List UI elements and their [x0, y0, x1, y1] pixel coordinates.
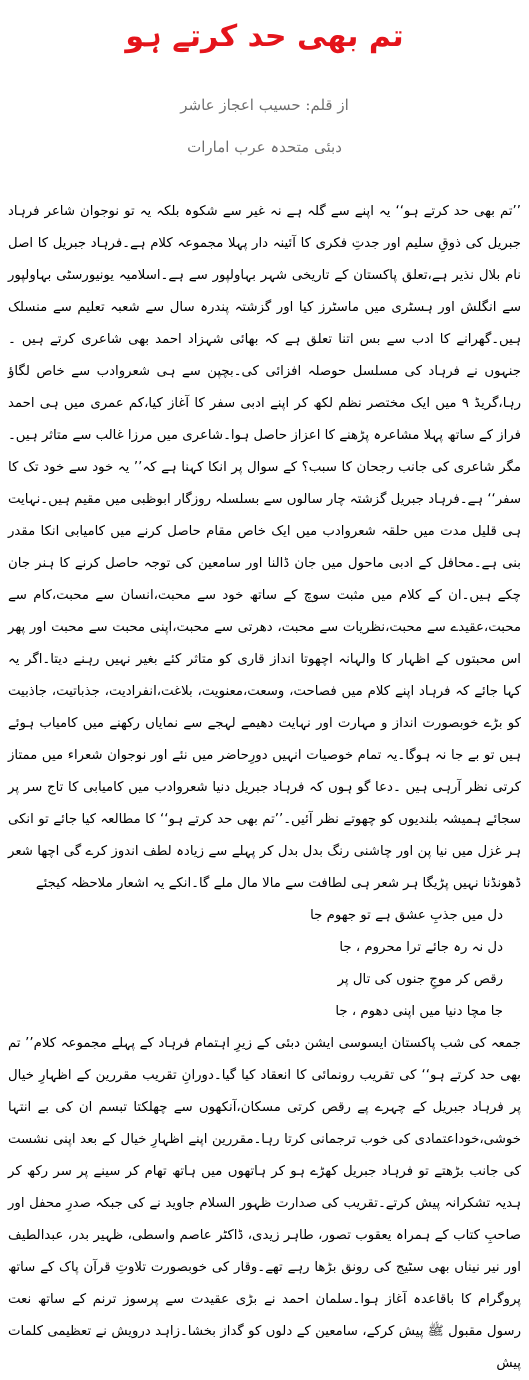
verse-line: دل میں جذبِ عشق ہے تو جھوم جا	[310, 908, 503, 923]
verse-line: جا مچا دنیا میں اپنی دھوم ، جا	[335, 1004, 503, 1019]
location-line: دبئی متحدہ عرب امارات	[187, 138, 342, 156]
author-byline: از قلم: حسیب اعجاز عاشر	[180, 96, 349, 114]
verse-line: رقص کر موجِ جنوں کی تال پر	[337, 972, 503, 987]
body-paragraph: جمعہ کی شب پاکستان ایسوسی ایشن دبئی کے زیرِ اہتمام فرہاد کے پہلے مجموعہ کلام’’ تم بھی حد کرتے ہو‘‘ کی تقریب رونمائی کا انعقاد کیا گیا۔دورانِ تقریب مقررین کے اظہارِ خیال پر فرہاد جبریل کے چہرے پے رقص کرتی مسکان،آنکھوں سے چھلکتا تبسم ان کی بے انتہا خوشی،خوداعتمادی کی خوب ترجمانی کرتا رہا۔مقررین اپنے اظہارِ خیال کے بعد اپنی نشست کی جانب بڑھتے تو فرہاد جبریل کھڑے ہو کر ہاتھوں میں ہاتھ تھام کر سینے پر سر رکھ کر ہدیہ تشکرانہ پیش کرتے۔تقریب کی صدارت ظہور السلام جاوید نے کی جبکہ صدرِ محفل اور صاحبِ کتاب کے ہمراہ یعقوب تصور، طاہر زیدی، ڈاکٹر عاصم واسطی، ظہیر بدر، عبدالطیف اور نیر نیناں بھی سٹیج کی رونق بڑھا رہے تھے۔وقار کی خوبصورت تلاوتِ قرآن پاک کے ساتھ پروگرام کا باقاعدہ آغاز ہوا۔سلمان احمد نے بڑی عقیدت سے پرسوز ترنم کے ساتھ نعت رسول مقبول ﷺ پیش کرکے، سامعین کے دلوں کو گداز بخشا۔زاہد درویش نے تعظیمی کلمات پیش	[8, 1036, 521, 1371]
verse-line: دل نہ رہ جائے ترا محروم ، جا	[339, 940, 503, 955]
article-body	[8, 196, 521, 1380]
body-paragraph: ’’تم بھی حد کرتے ہو‘‘ یہ اپنے سے گلہ ہے نہ غیر سے شکوہ بلکہ یہ تو نوجوان شاعر فرہاد جبریل کی ذوقِ سلیم اور جدتِ فکری کا آئینہ دار پہلا مجموعہ کلام ہے۔فرہاد جبریل کا اصل نام بلال نذیر ہے،تعلق پاکستان کے تاریخی شہر بہاولپور سے ہے۔اسلامیہ یونیورسٹی بہاولپور سے انگلش اور ہسٹری میں ماسٹرز کیا اور گزشتہ پندرہ سال سے شعبہ تعلیم سے منسلک ہیں۔گھرانے کا ادب سے بس اتنا تعلق ہے کہ بھائی شہزاد احمد بھی شاعری کرتے ہیں ۔جنہوں نے فرہاد کی مسلسل حوصلہ افزائی کی۔بچپن سے ہی شعروادب سے خاص لگاؤ رہا،گریڈ ۹ میں ایک مختصر نظم لکھ کر اپنے ادبی سفر کا آغاز کیا،کم عمری میں ہی احمد فراز کے ساتھ پہلا مشاعرہ پڑھنے کا اعزاز حاصل ہوا۔شاعری میں مرزا غالب سے متاثر ہیں۔مگر شاعری کی جانب رجحان کا سبب؟ کے سوال پر انکا کہنا ہے کہ’’ یہ خود سے خود تک کا سفر‘‘ ہے۔فرہاد جبریل گزشتہ چار سالوں سے بسلسلہ روزگار ابوظبی میں مقیم ہیں۔نہایت ہی قلیل مدت میں حلقہ شعروادب میں ایک خاص مقام حاصل کرنے میں کامیابی انکا مقدر بنی ہے۔محافل کے ادبی ماحول میں جان ڈالنا اور سامعین کی توجہ حاصل کرنے کا ہنر جان چکے ہیں۔ان کے کلام میں مثبت سوچ کے ساتھ خود سے محبت،انسان سے محبت،کام سے محبت،عقیدے سے محبت،نظریات سے محبت، دھرتی سے محبت،اپنی محبت سے محبت اور پھر اس محبتوں کے اظہار کا والہانہ اچھوتا انداز قاری کو متاثر کئے بغیر نہیں رہنے دیتا۔اگر یہ کہا جائے کہ فرہاد اپنے کلام میں فصاحت، وسعت،معنویت، بلاغت،انفرادیت، جذباتیت، جاذبیت کو بڑے خوبصورت انداز و مہارت اور نہایت دھیمے لہجے سے نمایاں رکھنے میں کامیاب ہوئے ہیں تو بے جا نہ ہوگا۔یہ تمام خوصیات انہیں دورِحاضر میں نئے اور نوجوان شعراء میں ممتاز کرتی نظر آرہی ہیں ۔دعا گو ہوں کہ فرہاد جبریل دنیا شعروادب میں کامیابی کا تاج سر پر سجائے ہمیشہ بلندیوں کو چھوتے نظر آئیں۔’’تم بھی حد کرتے ہو‘‘ کا مطالعہ کیا جائے تو انکی ہر غزل میں نیا پن اور چاشنی رنگ بدل بدل کر پہلے سے زیادہ لطف اندوز کرے گی اچھا شعر ڈھونڈنا نہیں پڑیگا ہر شعر ہی لطافت سے مالا مال ملے گا۔انکے یہ اشعار ملاحظہ کیجئے	[8, 204, 521, 891]
article-title: تم بھی حد کرتے ہو	[125, 19, 404, 54]
